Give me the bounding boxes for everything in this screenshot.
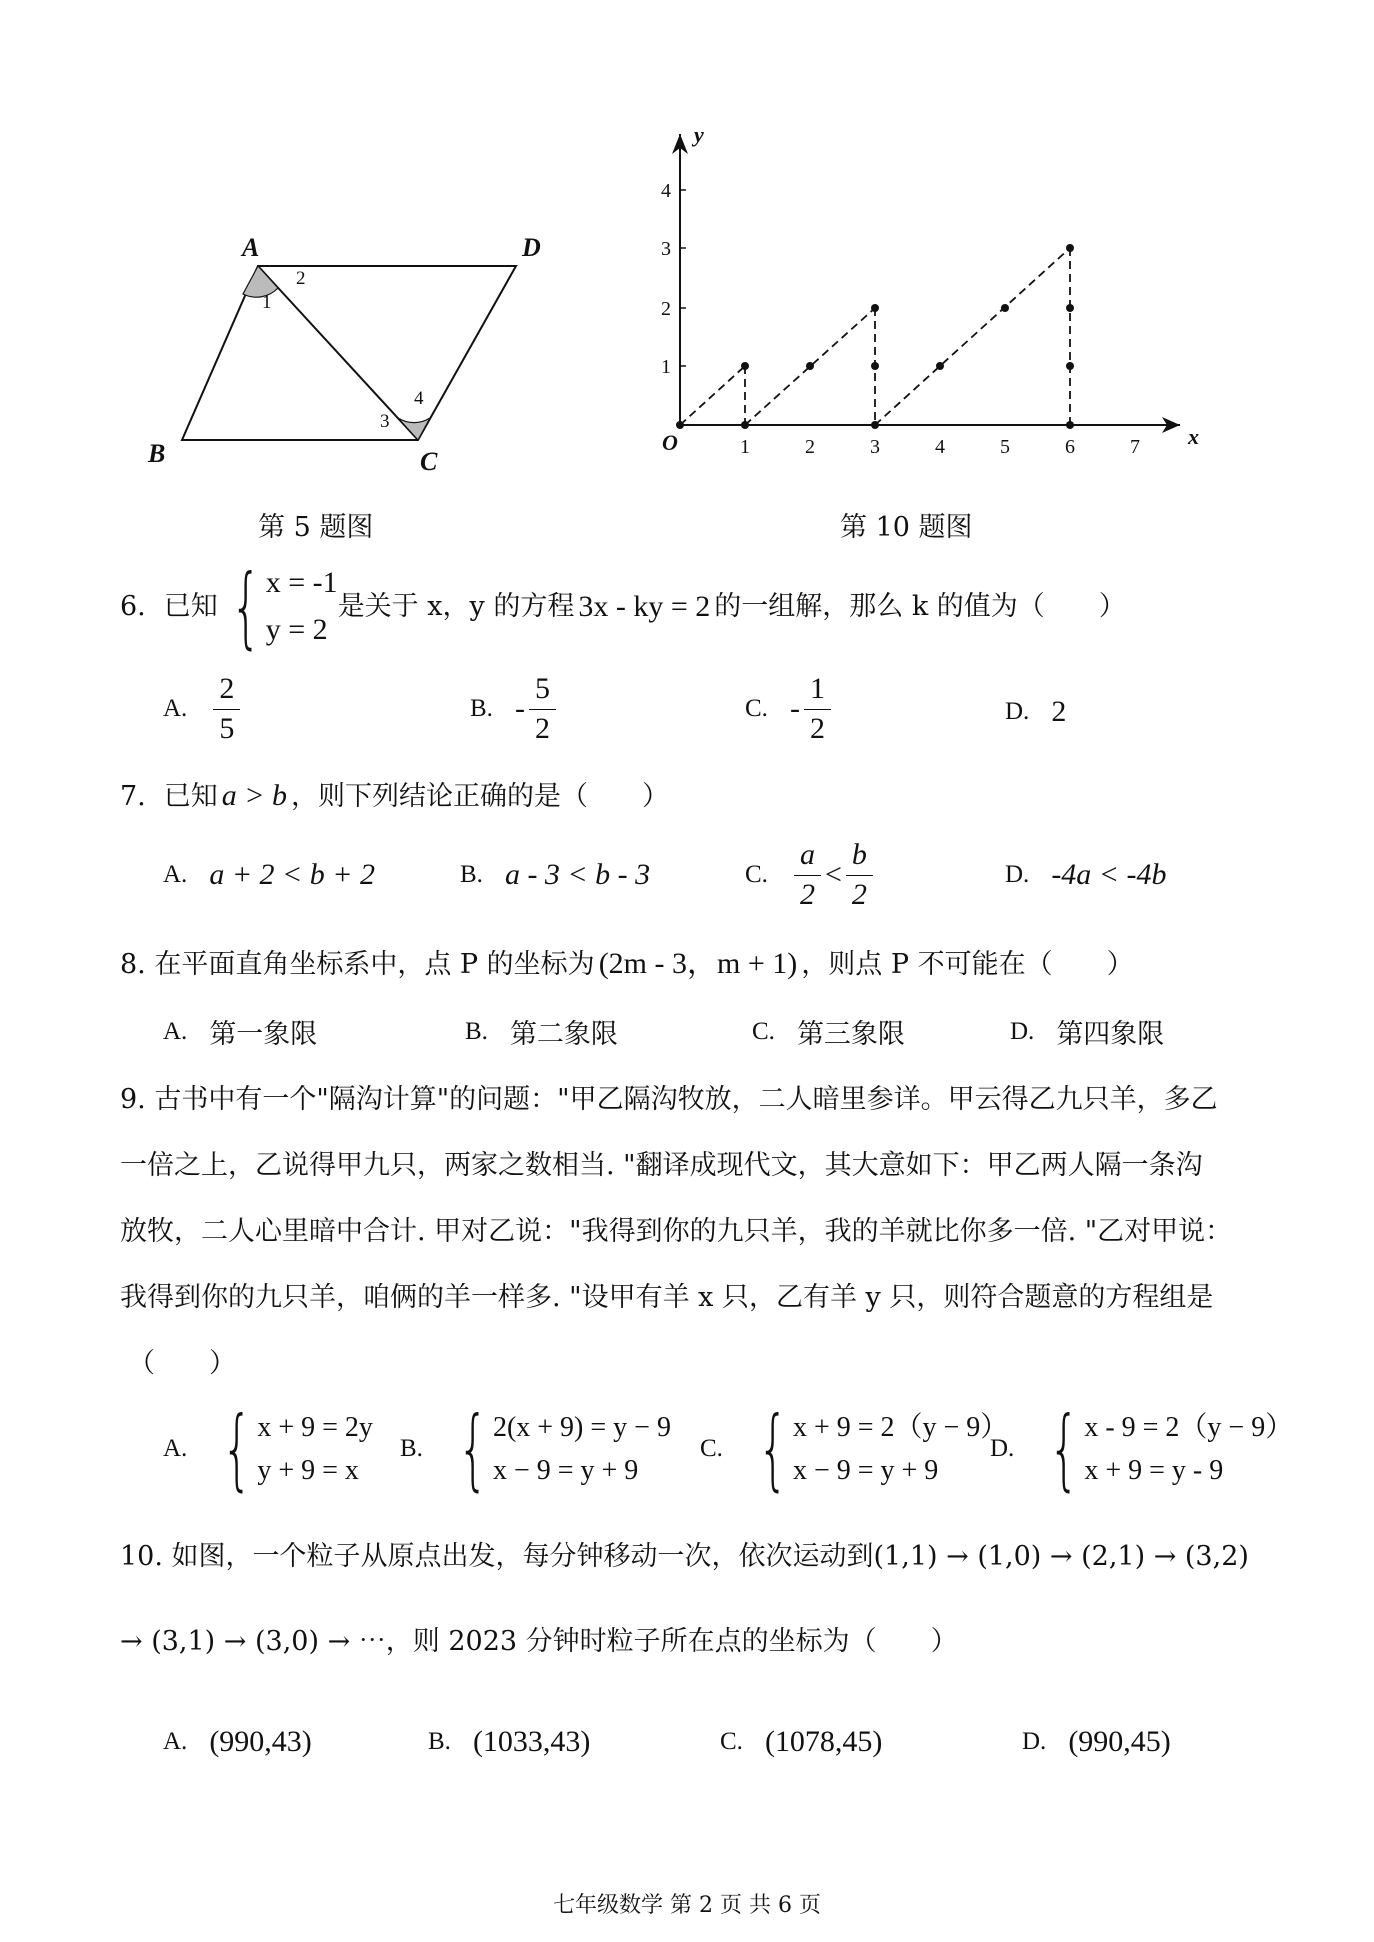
question-9-option-b[interactable]	[400, 1397, 671, 1500]
question-9-option-c[interactable]	[700, 1397, 1009, 1500]
option-fraction-left: $\frac{a}{2}$	[794, 838, 821, 912]
option-system: { x + 9 = 2y y + 9 = x	[221, 1397, 373, 1500]
question-10-option-d[interactable]	[1022, 1725, 1171, 1759]
question-9-line-5: （ ）	[128, 1348, 236, 1379]
question-9-line-4: 我得到你的九只羊，咱俩的羊一样多. "设甲有羊 x 只，乙有羊 y 只，则符合题意的方程组是	[120, 1282, 1214, 1313]
angle-1-label: 1	[262, 292, 272, 313]
option-value: (990,43)	[209, 1725, 312, 1758]
option-value: 第四象限	[1056, 1019, 1165, 1050]
option-value: 2	[1051, 695, 1067, 728]
option-label: D.	[1010, 1017, 1035, 1045]
option-fraction: $\frac{2}{5}$	[213, 672, 240, 746]
question-8-text: 8. 在平面直角坐标系中，点 P 的坐标为	[120, 949, 595, 980]
option-value: 第二象限	[509, 1019, 618, 1050]
question-8-option-d[interactable]	[1010, 1012, 1164, 1051]
origin-label: O	[662, 430, 678, 455]
option-label: D.	[1022, 1728, 1047, 1755]
question-7-pre: 已知	[163, 781, 218, 812]
question-6-option-d[interactable]	[1005, 695, 1066, 729]
y-tick-1: 1	[661, 356, 671, 378]
option-value: a - 3 < b - 3	[504, 858, 651, 891]
x-tick-4: 4	[935, 436, 945, 458]
figure-5-parallelogram	[130, 220, 580, 480]
figure-5-caption: 第 5 题图	[258, 512, 374, 543]
option-label: C.	[745, 695, 768, 722]
option-label: B.	[465, 1017, 488, 1045]
question-6-option-c[interactable]	[745, 672, 835, 746]
figure-10-caption: 第 10 题图	[840, 512, 973, 543]
page-footer: 七年级数学 第 2 页 共 6 页	[553, 1893, 821, 1918]
figure-10-grid	[640, 120, 1220, 470]
option-value: (1078,45)	[764, 1725, 883, 1758]
question-10-option-a[interactable]	[163, 1725, 312, 1759]
question-6-post: 是关于 x，y 的方程	[337, 590, 575, 622]
question-6-system: { x = -1 y = 2	[230, 554, 338, 658]
question-7-option-a[interactable]	[163, 858, 375, 892]
option-value: 第一象限	[209, 1019, 318, 1050]
x-tick-6: 6	[1065, 436, 1075, 458]
x-tick-2: 2	[805, 436, 815, 458]
question-6-system-row-2: y = 2	[265, 612, 328, 646]
option-fraction: $\frac{1}{2}$	[804, 672, 831, 746]
angle-2-label: 2	[296, 268, 306, 289]
option-label: C.	[700, 1435, 723, 1462]
question-7-condition: a > b	[221, 779, 288, 812]
option-label: B.	[470, 695, 493, 722]
question-7-post: ，则下列结论正确的是（ ）	[291, 781, 670, 812]
option-label: B.	[400, 1435, 423, 1462]
option-relation: <	[824, 858, 842, 891]
x-tick-7: 7	[1130, 436, 1140, 458]
option-sign: -	[514, 692, 525, 725]
vertex-c-label: C	[420, 447, 438, 476]
option-label: D.	[1005, 861, 1030, 888]
question-9-line-2: 一倍之上，乙说得甲九只，两家之数相当. "翻译成现代文，其大意如下：甲乙两人隔一条沟	[120, 1150, 1203, 1181]
question-7	[120, 772, 669, 820]
option-fraction: $\frac{5}{2}$	[529, 672, 556, 746]
question-6-post2: 的一组解，那么 k 的值为（ ）	[714, 590, 1126, 622]
option-label: D.	[990, 1435, 1015, 1462]
question-9-line-1: 9. 古书中有一个"隔沟计算"的问题："甲乙隔沟牧放，二人暗里参详。甲云得乙九只羊，多乙	[120, 1084, 1218, 1115]
question-10-line-1: 10. 如图，一个粒子从原点出发，每分钟移动一次，依次运动到(1,1) → (1,0) → (2,1) → (3,2)	[120, 1541, 1249, 1572]
question-10-line-2: → (3,1) → (3,0) → ⋯，则 2023 分钟时粒子所在点的坐标为（ ）	[120, 1626, 958, 1657]
angle-a-marker	[243, 266, 278, 297]
question-8-option-c[interactable]	[752, 1012, 905, 1051]
angle-4-label: 4	[414, 388, 424, 409]
option-label: B.	[428, 1728, 451, 1755]
option-value: -4a < -4b	[1051, 858, 1167, 891]
question-6-number: 6.	[120, 590, 146, 622]
option-label: C.	[752, 1017, 775, 1045]
question-7-option-c[interactable]	[745, 838, 877, 912]
question-6-pre: 已知	[163, 590, 218, 622]
question-9-option-a[interactable]	[163, 1397, 373, 1500]
option-sign: -	[789, 692, 800, 725]
option-value: 第三象限	[796, 1019, 905, 1050]
x-axis-label: x	[1188, 424, 1199, 449]
option-system: { x + 9 = 2（y − 9） x − 9 = y + 9	[757, 1397, 1009, 1500]
option-label: A.	[163, 695, 188, 722]
option-fraction-right: $\frac{b}{2}$	[846, 838, 873, 912]
angle-3-label: 3	[380, 411, 390, 432]
y-tick-2: 2	[661, 298, 671, 320]
option-value: a + 2 < b + 2	[209, 858, 376, 891]
question-6-equation: 3x - ky = 2	[578, 589, 711, 623]
y-tick-4: 4	[661, 180, 671, 202]
question-8-option-a[interactable]	[163, 1012, 317, 1051]
option-label: A.	[163, 861, 188, 888]
parallelogram-outline	[182, 266, 516, 440]
question-7-number: 7.	[120, 781, 146, 812]
vertex-d-label: D	[522, 233, 541, 262]
option-value: (1033,43)	[472, 1725, 591, 1758]
question-8	[120, 940, 1134, 988]
question-6	[120, 554, 1126, 658]
vertex-a-label: A	[242, 233, 260, 262]
particle-path	[680, 248, 1070, 425]
question-8-post: ，则点 P 不可能在（ ）	[801, 949, 1134, 980]
question-10-option-b[interactable]	[428, 1725, 590, 1759]
question-9-option-d[interactable]	[990, 1397, 1294, 1500]
question-6-option-a[interactable]	[163, 672, 244, 746]
question-8-coordinate: (2m - 3，m + 1)	[598, 947, 798, 980]
option-label: C.	[745, 861, 768, 888]
option-system: { x - 9 = 2（y − 9） x + 9 = y - 9	[1048, 1397, 1294, 1500]
option-label: A.	[163, 1728, 188, 1755]
diagonal-ac	[258, 266, 418, 440]
question-7-option-b[interactable]	[460, 858, 650, 892]
question-7-option-d[interactable]	[1005, 858, 1167, 892]
option-label: A.	[163, 1017, 188, 1045]
option-label: C.	[720, 1728, 743, 1755]
question-6-system-row-1: x = -1	[265, 566, 338, 599]
x-tick-5: 5	[1000, 436, 1010, 458]
x-tick-3: 3	[870, 436, 880, 458]
question-10-option-c[interactable]	[720, 1725, 882, 1759]
option-label: B.	[460, 861, 483, 888]
option-label: D.	[1005, 698, 1030, 725]
question-6-option-b[interactable]	[470, 672, 560, 746]
question-9-line-3: 放牧，二人心里暗中合计. 甲对乙说："我得到你的九只羊，我的羊就比你多一倍. "乙对甲说：	[120, 1216, 1233, 1247]
option-system: { 2(x + 9) = y − 9 x − 9 = y + 9	[457, 1397, 671, 1500]
option-label: A.	[163, 1435, 188, 1462]
y-axis-label: y	[694, 122, 704, 147]
y-tick-3: 3	[661, 238, 671, 260]
option-value: (990,45)	[1068, 1725, 1171, 1758]
vertex-b-label: B	[148, 439, 166, 468]
x-tick-1: 1	[740, 436, 750, 458]
question-8-option-b[interactable]	[465, 1012, 618, 1051]
